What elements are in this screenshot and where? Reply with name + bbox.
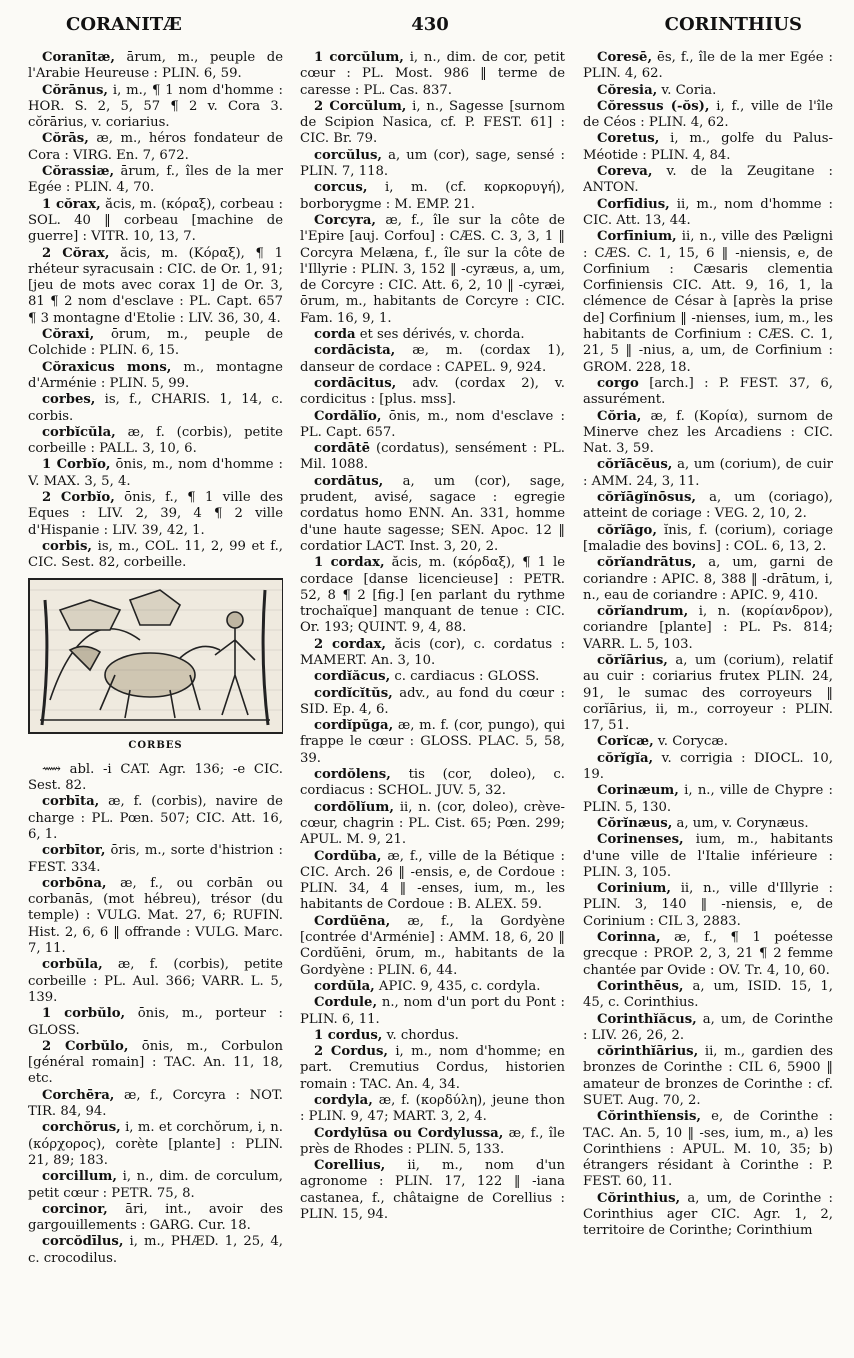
entry-headword: corchŏrus, [42,1120,121,1136]
entry-definition: ăcis, m. (κόρδαξ), ¶ 1 le cordace [danse licencieuse] : PETR. 52, 8 ¶ 2 [fig.] [en parlant du rythme trochaïque] manquant de tenue : CIC. Or. 193; QUINT. 9, 4, 88. [300,555,565,636]
entry-headword: cŏrĭgĭa, [597,750,654,766]
dictionary-entry [583,83,833,99]
entry-definition: a, um, de Corinthe : Corinthius ager CIC. Agr. 1, 2, territoire de Corinthe; Corinthium [583,1190,833,1239]
dictionary-entry [583,1012,833,1045]
dictionary-entry [300,686,565,719]
dictionary-entry [28,794,283,843]
dictionary-entry [28,360,283,393]
entry-headword: cordŭla, [314,978,375,994]
entry-definition: æ, f., ¶ 1 poétesse grecque : PROP. 2, 3, 21 ¶ 2 femme chantée par Ovide : OV. Tr. 4, 10, 60. [583,930,833,978]
entry-definition: ii, m., nom d'homme : CIC. Att. 13, 44. [583,196,833,228]
entry-definition: i, m., golfe du Palus-Méotide : PLIN. 4, 84. [583,131,833,163]
dictionary-entry [300,1126,565,1159]
entry-definition: i, m., ¶ 1 nom d'homme : HOR. S. 2, 5, 57 ¶ 2 v. Cora 3. cŏrārius, v. coriarius. [28,82,283,131]
entry-definition: APIC. 9, 435, c. cordyla. [374,978,541,994]
entry-definition: v. Coria. [657,82,717,98]
column-1 [28,50,283,1350]
entry-headword: Corellius, [314,1158,386,1174]
entry-definition: i, m. et corchŏrum, i, n. (κόρχορος), corète [plante] : PLIN. 21, 89; 183. [28,1120,283,1168]
entry-headword: Cŏrinthius, [597,1190,681,1206]
entry-headword: Cŏrās, [42,131,89,147]
entry-definition: ăcis, m. (κόραξ), corbeau : SOL. 40 ‖ corbeau [machine de guerre] : VITR. 10, 13, 7. [28,196,283,245]
entry-definition: ium, m., habitants d'une ville de l'Italie inférieure : PLIN. 3, 105. [583,832,833,880]
entry-definition: i, n. (κορίανδρον), coriandre [plante] : PL. Ps. 814; VARR. L. 5, 103. [583,604,833,652]
dictionary-entry [583,1044,833,1109]
entry-definition: i, n., dim. de cor, petit cœur : PL. Most. 986 ‖ terme de caresse : PL. Cas. 837. [300,50,565,98]
dictionary-entry [28,197,283,246]
entry-definition: æ, f., ville de la Bétique : CIC. Arch. 26 ‖ -ensis, e, de Cordoue : PLIN. 34, 4 ‖ -enses, ium, m., les habitants de Cordoue : B. ALEX. 59. [300,848,565,913]
entry-definition: ōrum, m., peuple de Colchide : PLIN. 6, 15. [28,327,283,359]
entry-headword: Cŏraxi, [42,327,95,343]
dictionary-entry [28,327,283,360]
dictionary-entry [28,876,283,957]
dictionary-entry [300,914,565,979]
dictionary-entry [583,555,833,604]
entry-headword: cŏrĭāgo, [597,522,657,538]
entry-definition: a, um, de Corinthe : LIV. 26, 26, 2. [583,1011,833,1043]
dictionary-entry [28,164,283,197]
entry-headword: cŏrinthĭārius, [597,1044,699,1060]
entry-definition: i, m., PHÆD. 1, 25, 4, c. crocodilus. [28,1234,283,1266]
entry-headword: cordŏlens, [314,767,391,783]
entry-headword: Cordylūsa ou Cordylussa, [314,1125,504,1141]
entry-definition: æ, f., ou corbān ou corbanās, (mot hébreu), trésor (du temple) : VULG. Mat. 27, 6; RUFIN. Hist. 2, 6, 6 ‖ offrande : VULG. Marc. 7, 11. [28,875,283,957]
entry-headword: 2 Corbĭo, [42,490,115,506]
entry-definition: ōris, m., sorte d'histrion : FEST. 334. [28,843,283,875]
entry-definition: ēs, f., île de la mer Egée : PLIN. 4, 62. [583,50,833,82]
entry-headword: cŏrĭandrātus, [597,555,697,571]
entry-headword: 1 corbŭlo, [42,1006,126,1022]
dictionary-entry [300,669,565,685]
entry-definition: v. chordus. [382,1027,459,1043]
dictionary-entry [28,843,283,876]
entry-definition: ārum, f., îles de la mer Egée : PLIN. 4, 70. [28,164,283,196]
page-header [28,14,832,40]
entry-headword: Coresē, [597,50,653,65]
entry-headword: Corinenses, [597,832,684,848]
entry-headword: Coreva, [597,164,653,180]
entry-definition: v. corrigia : DIOCL. 10, 19. [583,750,833,783]
entry-definition: ii, n. (cor, doleo), crève-cœur, chagrin : PL. Cist. 65; Pœn. 299; APUL. M. 9, 21. [300,799,565,848]
entry-headword: Corfīdius, [597,196,670,212]
entry-definition: æ, f. (corbis), petite corbeille : PALL. 3, 10, 6. [28,424,283,457]
dictionary-entry [28,1169,283,1202]
entry-definition: is, m., COL. 11, 2, 99 et f., CIC. Sest. 82, corbeille. [28,538,283,571]
entry-headword: Cŏria, [597,408,642,424]
entry-definition: i, f., ville de l'île de Céos : PLIN. 4, 62. [583,98,833,131]
running-head-left: CORANITÆ [66,14,182,35]
dictionary-entry [583,653,833,734]
entry-headword: corcillum, [42,1169,117,1185]
dictionary-entry [583,783,833,816]
entry-headword: 2 Cŏrax, [42,245,110,261]
dictionary-entry [583,457,833,490]
entry-headword: Cordălĭo, [314,408,382,424]
dictionary-entry [300,441,565,474]
entry-headword: corcŭlus, [314,147,383,163]
entry-definition: i, m., nom d'homme; en part. Cremutius Cordus, historien romain : TAC. An. 4, 34. [300,1044,565,1092]
entry-headword: corcus, [314,180,368,196]
entry-headword: 1 cordus, [314,1027,383,1043]
dictionary-entry [583,490,833,523]
figure-caption: CORBES [128,739,183,751]
entry-headword: 2 Corcŭlum, [314,98,407,114]
entry-headword: corbōna, [42,875,107,891]
entry-headword: Corfīnium, [597,229,677,245]
entry-definition: et ses dérivés, v. chorda. [355,327,525,343]
entry-headword: cŏrĭandrum, [597,604,689,620]
dictionary-entry [28,1006,283,1039]
entry-definition: v. de la Zeugitane : ANTON. [583,164,833,196]
entry-headword: Cordŭba, [314,848,382,864]
entry-headword: cordŏlĭum, [314,799,394,815]
entry-definition: i, n., dim. de corculum, petit cœur : PETR. 75, 8. [28,1169,283,1201]
dictionary-entry [300,343,565,376]
dictionary-entry [28,1234,283,1267]
entry-definition: a, um (coriago), atteint de coriage : VEG. 2, 10, 2. [583,490,833,522]
entry-definition: i, n., ville de Chypre : PLIN. 5, 130. [583,783,833,815]
entry-definition: is, f., CHARIS. 1, 14, c. corbis. [28,392,283,424]
entry-definition: ăcis, m. (Κόραξ), ¶ 1 rhéteur syracusain : CIC. de Or. 1, 91; [jeu de mots avec corax 1] de Or. 3, 81 ¶ 2 nom d'esclave : PL. Capt. 657 ¶ 3 montagne d'Etolie : LIV. 36, 30, 4. [28,245,283,326]
dictionary-entry [583,734,833,750]
entry-headword: cordĭpŭga, [314,718,394,734]
dictionary-entry [583,99,833,132]
dictionary-entry [583,1109,833,1190]
entry-definition: adv. (cordax 2), v. cordicitus : [plus. mss]. [300,375,565,408]
dictionary-entry [300,99,565,148]
dictionary-entry [28,1202,283,1235]
dictionary-entry [300,979,565,995]
entry-headword: Cordŭēna, [314,913,391,929]
entry-headword: corbis, [42,538,93,554]
page-number: 430 [411,14,449,35]
dictionary-entry [300,767,565,800]
entry-headword: Corinæum, [597,783,679,799]
entry-definition: æ, f., Corcyra : NOT. TIR. 84, 94. [28,1087,283,1120]
dictionary-entry [28,246,283,327]
entry-headword: cordācista, [314,343,396,359]
column-2-entries [300,50,565,1223]
dictionary-entry [300,1093,565,1126]
dictionary-entry [583,164,833,197]
entry-definition: æ, m. (cordax 1), danseur de cordace : CAPEL. 9, 924. [300,343,565,375]
corbes-engraving [30,580,282,732]
entry-headword: corbĭcŭla, [42,424,116,440]
dictionary-entry [583,229,833,376]
column-3 [583,50,833,1350]
entry-headword: Cordule, [314,995,378,1011]
dictionary-entry [583,523,833,556]
column-1-entries-bottom [28,762,283,1267]
entry-definition: a, um, garni de coriandre : APIC. 8, 388 ‖ -drātum, i, n., eau de coriandre : APIC. 9, 410. [583,555,833,603]
dictionary-entry [300,50,565,99]
entry-headword: cŏrĭāgĭnōsus, [597,490,696,506]
entry-headword: corcinor, [42,1201,108,1217]
entry-definition: ii, n., ville des Pæligni : CÆS. C. 1, 15, 6 ‖ -niensis, e, de Corfinium : Cæsaris clementia Corfiniensis CIC. Att. 9, 16, 1, la clémence de César à [après la prise de] Corfinium ‖ -nienses, ium, m., les habitants de Corfinium : CÆS. C. 1, 21, 5 ‖ -nius, a, um, de Corfinium : GROM. 228, 18. [583,229,833,375]
entry-headword: Cŏressus (-ŏs), [597,98,710,114]
running-head-right: CORINTHIUS [664,14,802,35]
dictionary-entry [28,83,283,132]
entry-definition: tis (cor, doleo), c. cordiacus : SCHOL. JUV. 5, 32. [300,767,565,799]
entry-headword: cordyla, [314,1093,373,1108]
entry-definition: æ, f. (κορδύλη), jeune thon : PLIN. 9, 47; MART. 3, 2, 4. [300,1093,565,1125]
dictionary-entry [583,930,833,979]
dictionary-entry [28,457,283,490]
entry-definition: ārum, m., peuple de l'Arabie Heureuse : PLIN. 6, 59. [28,50,283,82]
dictionary-entry [583,1191,833,1240]
dictionary-entry [28,425,283,458]
dictionary-entry [583,50,833,83]
entry-definition: æ, f. (Κορία), surnom de Minerve chez les Arcadiens : CIC. Nat. 3, 59. [583,408,833,457]
entry-definition: æ, f., la Gordyène [contrée d'Arménie] : AMM. 18, 6, 20 ‖ Cordŭēni, ōrum, m., habitants de la Gordyène : PLIN. 6, 44. [300,913,565,978]
dictionary-entry [300,555,565,636]
entry-headword: Corĭcæ, [597,734,654,750]
entry-headword: Cŏrānus, [42,82,108,98]
entry-definition: ăcis (cor), c. cordatus : MAMERT. An. 3, 10. [300,636,565,668]
entry-headword: Corinna, [597,930,661,946]
corbes-illustration [28,578,283,734]
entry-headword: Cŏrinthĭensis, [597,1109,701,1125]
dictionary-entry [300,180,565,213]
entry-headword: 1 Corbĭo, [42,457,111,473]
dictionary-entry [28,762,283,795]
entry-headword: cordācitus, [314,375,397,391]
dictionary-entry [583,881,833,930]
entry-definition: m., montagne d'Arménie : PLIN. 5, 99. [28,359,283,391]
entry-headword: cordātus, [314,473,384,489]
dictionary-entry [300,800,565,849]
entry-definition: ii, n., ville d'Illyrie : PLIN. 3, 140 ‖ -niensis, e, de Corinium : CIL 3, 2883. [583,881,833,929]
dictionary-entry [583,604,833,653]
entry-definition: a, um, v. Corynæus. [672,815,809,831]
entry-definition: ĭnis, f. (corium), coriage [maladie des bovins] : COL. 6, 13, 2. [583,522,833,554]
entry-definition: æ, f., île sur la côte de l'Epire [auj. Corfou] : CÆS. C. 3, 3, 1 ‖ Corcyra Melæna, f., île sur la côte de l'Illyrie : PLIN. 3, 152 ‖ -cyræus, a, um, de Corcyre : CIC. Att. 6, 2, 10 ‖ -cyræi, ōrum, m., habitants de Corcyre : CIC. Fam. 16, 9, 1. [300,212,565,326]
entry-headword: corbītor, [42,843,106,859]
dictionary-entry [300,213,565,327]
entry-definition: a, um (cor), sage, sensé : PLIN. 7, 118. [300,147,565,180]
entry-headword: corda [314,327,356,343]
entry-headword: 2 cordax, [314,636,386,652]
dictionary-entry [583,131,833,164]
entry-headword: 2 Cordus, [314,1044,388,1060]
entry-headword: 1 cordax, [314,555,385,571]
entry-definition: a, um, ISID. 15, 1, 45, c. Corinthius. [583,978,833,1011]
dictionary-entry [28,957,283,1006]
entry-definition: i, m. (cf. κορκορυγή), borborygme : M. EMP. 21. [300,180,565,212]
entry-headword: Coretus, [597,131,660,147]
entry-definition: a, um (corium), de cuir : AMM. 24, 3, 11. [583,457,833,489]
entry-headword: Cŏraxicus mons, [42,359,172,375]
entry-headword: cŏrĭārius, [597,652,668,668]
entry-headword: Cŏresia, [597,82,658,98]
dictionary-entry [300,1044,565,1093]
entry-definition: a, um (cor), sage, prudent, avisé, sagace : egregie cordatus homo ENN. An. 331, homme d'une haute sagesse; SEN. Apoc. 12 ‖ cordatior LACT. Inst. 3, 20, 2. [300,473,565,554]
entry-headword: Coranītæ, [42,50,115,65]
entry-definition: ii, m., nom d'un agronome : PLIN. 17, 122 ‖ -iana castanea, f., châtaigne de Corellius : PLIN. 15, 94. [300,1158,565,1223]
entry-headword: Corinium, [597,881,671,897]
column-3-entries [583,50,833,1240]
dictionary-entry [300,1158,565,1223]
column-2 [300,50,565,1350]
entry-headword: 1 cŏrax, [42,196,101,212]
entry-headword: Corcyra, [314,212,377,228]
dictionary-entry [583,751,833,784]
dictionary-entry [300,148,565,181]
dictionary-entry [300,474,565,555]
entry-headword: cordĭcĭtŭs, [314,685,393,701]
entry-headword: Corchēra, [42,1087,115,1103]
entry-headword: Corinthĭăcus, [597,1011,697,1027]
dictionary-entry [583,409,833,458]
entry-headword: cŏrĭācĕus, [597,457,673,473]
dictionary-entry [28,490,283,539]
dictionary-entry [300,995,565,1028]
dictionary-entry [300,849,565,914]
column-1-entries-top [28,50,283,572]
entry-definition: ōnis, m., porteur : GLOSS. [28,1006,283,1038]
dictionary-entry [300,409,565,442]
dictionary-entry [300,327,565,343]
entry-headword: corcŏdīlus, [42,1234,124,1250]
entry-definition: (cordatus), sensément : PL. Mil. 1088. [300,441,565,473]
entry-definition: ōnis, f., ¶ 1 ville des Eques : LIV. 2, 39, 4 ¶ 2 ville d'Hispanie : LIV. 39, 42, 1. [28,490,283,538]
entry-headword: Corinthēus, [597,978,684,994]
entry-headword: cordĭăcus, [314,669,391,685]
entry-headword: cordātē [314,441,371,457]
entry-definition: ōnis, m., nom d'homme : V. MAX. 3, 5, 4. [28,457,283,489]
entry-definition: adv., au fond du cœur : SID. Ep. 4, 6. [300,685,565,717]
dictionary-entry [583,979,833,1012]
entry-definition: āri, int., avoir des gargouillements : GARG. Cur. 18. [28,1201,283,1234]
dictionary-entry [28,131,283,164]
entry-definition: æ, m. f. (cor, pungo), qui frappe le cœur : GLOSS. PLAC. 5, 58, 39. [300,718,565,766]
dictionary-entry [583,376,833,409]
dictionary-entry [300,1028,565,1044]
dictionary-entry [300,376,565,409]
entry-definition: ōnis, m., nom d'esclave : PL. Capt. 657. [300,408,565,440]
entry-headword: Cŏrĭnæus, [597,815,673,831]
dictionary-entry [28,392,283,425]
dictionary-entry [583,832,833,881]
entry-definition: ii, m., gardien des bronzes de Corinthe : CIL 6, 5900 ‖ amateur de bronzes de Corinthe : cf. SUET. Aug. 70, 2. [583,1044,833,1108]
entry-headword: corbīta, [42,794,100,810]
entry-definition: ōnis, m., Corbulon [général romain] : TAC. An. 11, 18, etc. [28,1038,283,1087]
entry-definition: c. cardiacus : GLOSS. [390,669,540,685]
entry-definition: [arch.] : P. FEST. 37, 6, assurément. [583,375,833,408]
entry-headword: corbŭla, [42,957,103,973]
entry-headword: corgo [597,375,639,391]
entry-definition: e, de Corinthe : TAC. An. 5, 10 ‖ -ses, ium, m., a) les Corinthiens : APUL. M. 10, 35; b) étrangers résidant à Corinthe : P. FEST. 60, 11. [583,1109,833,1190]
entry-definition: a, um (corium), relatif au cuir : coriarius frutex PLIN. 24, 91, le sumac des corroyeurs ‖ corĭārius, ii, m., corroyeur : PLIN. 17, 51. [583,652,833,734]
dictionary-entry [28,50,283,83]
dictionary-entry [583,197,833,230]
entry-definition: æ, f., île près de Rhodes : PLIN. 5, 133. [300,1125,565,1157]
dictionary-entry [583,816,833,832]
entry-definition: i, n., Sagesse [surnom de Scipion Nasica, cf. P. FEST. 61] : CIC. Br. 79. [300,98,565,147]
dictionary-entry [300,637,565,670]
dictionary-entry [28,1120,283,1169]
dictionary-entry [300,718,565,767]
entry-headword: 2 Corbŭlo, [42,1038,129,1054]
entry-definition: æ, m., héros fondateur de Cora : VIRG. En. 7, 672. [28,131,283,163]
entry-headword: Cŏrassiæ, [42,164,115,180]
dictionary-entry [28,1039,283,1088]
dictionary-entry [28,1088,283,1121]
entry-definition: ⟿ abl. -i CAT. Agr. 136; -e CIC. Sest. 82. [28,761,283,794]
entry-definition: æ, f. (corbis), petite corbeille : PL. Aul. 366; VARR. L. 5, 139. [28,957,283,1005]
entry-headword: corbes, [42,392,96,408]
dictionary-entry [28,539,283,572]
entry-definition: æ, f. (corbis), navire de charge : PL. Pœn. 507; CIC. Att. 16, 6, 1. [28,794,283,842]
entry-definition: v. Corycæ. [653,734,728,750]
entry-definition: n., nom d'un port du Pont : PLIN. 6, 11. [300,995,565,1027]
entry-headword: 1 corcŭlum, [314,50,404,65]
